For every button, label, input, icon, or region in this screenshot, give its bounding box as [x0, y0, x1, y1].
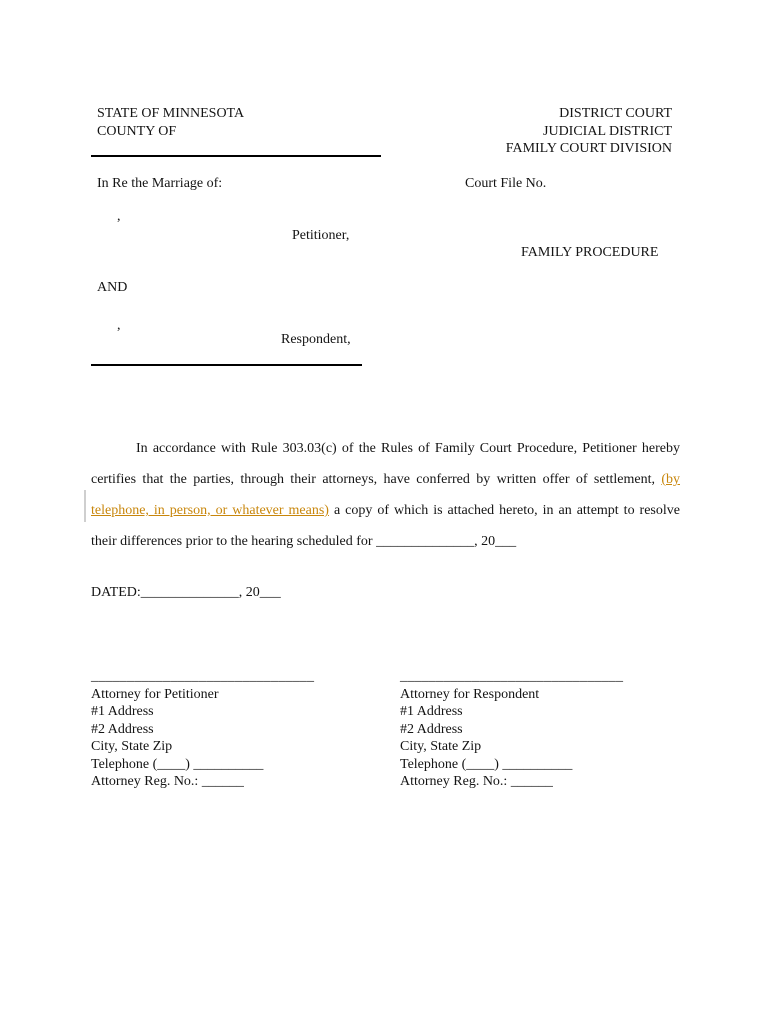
signature-line-respondent: _______________________________ — [400, 669, 624, 684]
city-state-zip-line: City, State Zip — [91, 739, 173, 754]
attorney-respondent-title: Attorney for Respondent — [400, 686, 540, 702]
district-court-line: DISTRICT COURT — [559, 106, 672, 121]
signature-line-petitioner: _______________________________ — [91, 669, 315, 684]
attorney-reg-no-line: Attorney Reg. No.: ______ — [91, 774, 244, 789]
signature-block-respondent — [400, 668, 623, 791]
telephone-line: Telephone (____) __________ — [91, 756, 264, 772]
and-label: AND — [97, 280, 128, 295]
family-court-division-line: FAMILY COURT DIVISION — [505, 141, 672, 156]
caption-divider-line — [91, 364, 362, 366]
petitioner-label: Petitioner, — [292, 228, 350, 243]
attorney-reg-no-line: Attorney Reg. No.: ______ — [400, 774, 553, 789]
judicial-district-line: JUDICIAL DISTRICT — [543, 123, 672, 139]
certification-paragraph — [91, 433, 680, 557]
dated-line: DATED:______________, 20___ — [91, 585, 281, 600]
address-1-line: #1 Address — [400, 704, 463, 719]
court-header-left — [97, 105, 244, 140]
telephone-line: Telephone (____) __________ — [400, 756, 573, 772]
address-1-line: #1 Address — [91, 704, 154, 719]
court-header-right — [506, 105, 672, 158]
address-2-line: #2 Address — [91, 721, 154, 737]
respondent-label: Respondent, — [281, 332, 351, 347]
petitioner-name-blank: , — [117, 209, 121, 224]
attorney-petitioner-title: Attorney for Petitioner — [91, 686, 219, 702]
city-state-zip-line: City, State Zip — [400, 739, 482, 754]
header-divider-line — [91, 155, 381, 157]
county-line: COUNTY OF — [97, 123, 177, 139]
signature-block-petitioner — [91, 668, 314, 791]
address-2-line: #2 Address — [400, 721, 463, 737]
margin-change-bar — [84, 490, 86, 522]
settlement-means-highlight: (by telephone, in person, or whatever means) — [91, 472, 680, 518]
family-procedure-title: FAMILY PROCEDURE — [521, 245, 659, 260]
court-file-no-label: Court File No. — [465, 176, 547, 191]
respondent-name-blank: , — [117, 318, 121, 333]
in-re-marriage-label: In Re the Marriage of: — [97, 176, 223, 191]
state-line: STATE OF MINNESOTA — [97, 106, 245, 121]
certification-text-end: a copy of which is attached hereto, in an attempt to resolve their differences prior to the hearing scheduled for ______________, 20___ — [91, 503, 680, 549]
certification-text-start: In accordance with Rule 303.03(c) of the Rules of Family Court Procedure, Petitioner hereby certifies that the parties, through their attorneys, have conferred by written offer of settlement, — [91, 441, 680, 487]
